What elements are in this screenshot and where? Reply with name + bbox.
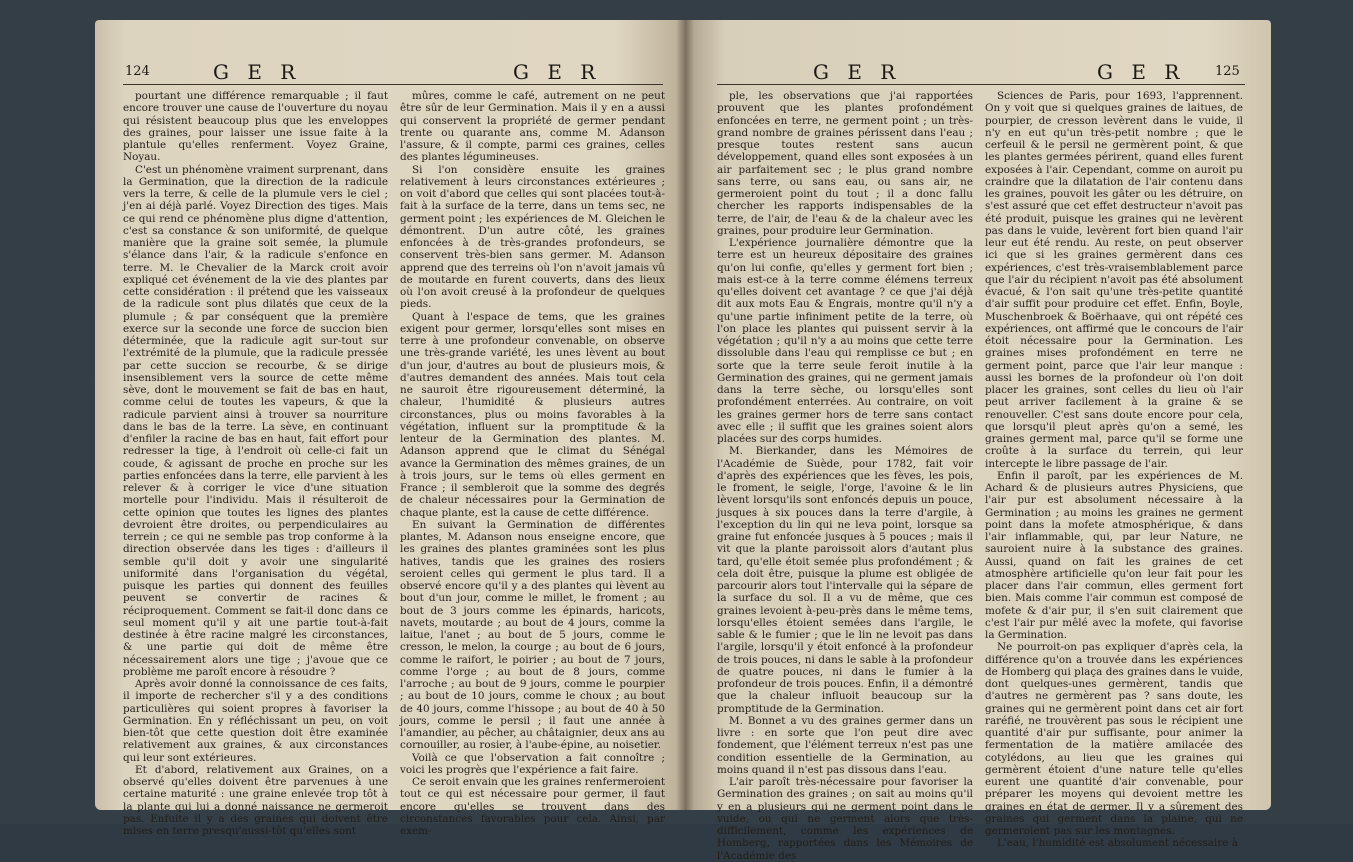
text-column-2 bbox=[400, 90, 665, 837]
right-page bbox=[685, 20, 1271, 862]
paragraph: Et d'abord, relativement aux Graines, on a observé qu'elles doivent être parvenues à une certaine maturité : une graine enlevée trop tôt à la plante qui lui a donné naissance ne germeroit pas. Enfuite il y a des graines qui doivent être mises en terre presqu'aussi-tôt qu'elles sont bbox=[123, 763, 388, 837]
running-head: G E R bbox=[213, 60, 302, 84]
running-head: G E R bbox=[813, 60, 902, 84]
header-rule bbox=[717, 84, 1245, 85]
paragraph: Ne pourroit-on pas expliquer d'après cela, la différence qu'on a trouvée dans les expériences de Homberg qui plaça des graines dans le vuide, dont quelques-unes germèrent, tandis que d'autres ne germèrent pas ? sans doute, les graines qui ne germèrent point dans cet air fort raréfié, ne trouvèrent pas sous le récipient une quantité d'air pur suffisante, pour animer la fermentation de la matière amilacée des cotylédons, au lieu que les graines qui germèrent étoient d'une nature telle qu'elles eurent une quantité d'air convenable, pour préparer les moyens qui devoient mettre les graines en état de germer. Il y a sûrement des graines qui germent dans la plaine, qui ne germeroient pas sur les montagnes. bbox=[985, 641, 1243, 837]
paragraph: L'expérience journalière démontre que la terre est un heureux dépositaire des graines qu'on lui confie, qu'elles y germent fort bien ; mais est-ce à la terre comme élémens terreux qu'elles doivent cet avantage ? ce que j'ai déjà dit aux mots Eau & Engrais, montre qu'il n'y a qu'une partie infiniment petite de la terre, où l'on place les plantes qui puissent servir à la végétation ; qu'il n'y a au moins que cette terre dissoluble dans l'eau qui remplisse ce but ; en sorte que la terre seule feroit inutile à la Germination des graines, qui ne germent jamais dans la terre sèche, ou lorsqu'elles sont profondément enterrées. Au contraire, on voit les graines germer hors de terre sans contact avec elle ; il suffit que les graines soient alors placées sur des corps humides. bbox=[717, 237, 973, 445]
paragraph: M. Bonnet a vu des graines germer dans un livre : en sorte que l'on peut dire avec fondement, que l'élément terreux n'est pas une condition essentielle de la Germination, au moins quand il n'est pas dissous dans l'eau. bbox=[717, 714, 973, 776]
paragraph: Si l'on considère ensuite les graines relativement à leurs circonstances extérieures ; on voit d'abord que celles qui sont placées tout-à-fait à la surface de la terre, dans un tems sec, ne germent point ; les expériences de M. Gleichen le démontrent. D'un autre côté, les graines enfoncées à de très-grandes profondeurs, se conservent très-bien sans germer. M. Adanson apprend que des terreins où l'on n'avoit jamais vû de moutarde en furent couverts, dans des lieux où l'on avoit creusé à la profondeur de quelques pieds. bbox=[400, 163, 665, 311]
paragraph: L'air paroît très-nécessaire pour favoriser la Germination des graines ; on sait au moins qu'il y en a plusieurs qui ne germent point dans le vuide, ou qui ne germent alors que très-difficilement, comme les expériences de Homberg, rapportées dans les Mémoires de l'Académie des bbox=[717, 776, 973, 862]
text-column-1 bbox=[123, 90, 388, 837]
left-page bbox=[95, 20, 685, 837]
page-number: 124 bbox=[125, 64, 150, 79]
running-head: G E R bbox=[513, 60, 602, 84]
header-rule bbox=[123, 84, 663, 85]
page-number: 125 bbox=[1215, 64, 1240, 79]
left-page-header bbox=[95, 60, 685, 86]
paragraph: En suivant la Germination de différentes plantes, M. Adanson nous enseigne encore, que les graines des plantes graminées sont les plus hatives, tandis que les graines des rosiers seroient celles qui germent le plus tard. Il a observé encore qu'il y a des plantes qui lèvent au bout d'un jour, comme le millet, le froment ; au bout de 3 jours comme les épinards, haricots, navets, moutarde ; au bout de 4 jours, comme la laitue, l'anet ; au bout de 5 jours, comme le cresson, le melon, la courge ; au bout de 6 jours, comme le raifort, le poirier ; au bout de 7 jours, comme l'orge ; au bout de 8 jours, comme l'arroche ; au bout de 9 jours, comme le pourpier ; au bout de 10 jours, comme le choux ; au bout de 40 jours, comme l'hissope ; au bout de 40 à 50 jours, comme le persil ; il faut une année à l'amandier, au pêcher, au châtaignier, deux ans au cornouiller, au rosier, à l'aube-épine, au noisetier. bbox=[400, 518, 665, 752]
book-gutter bbox=[676, 20, 694, 810]
paragraph: Quant à l'espace de tems, que les graines exigent pour germer, lorsqu'elles sont mises en terre à une profondeur convenable, on observe une très-grande variété, les unes lèvent au bout d'un jour, d'autres au bout de plusieurs mois, & d'autres demandent des années. Mais tout cela ne sauroit être rigoureusement déterminé, la chaleur, l'humidité & plusieurs autres circonstances, plus ou moins favorables à la végétation, influent sur la promptitude & la lenteur de la Germination des plantes. M. Adanson apprend que le climat du Sénégal avance la Germination des mêmes graines, de un à trois jours, sur le tems où elles germent en France ; il sembleroit que la somme des degrés de chaleur nécessaires pour la Germination de chaque plante, est la cause de cette différence. bbox=[400, 310, 665, 519]
paragraph: mûres, comme le café, autrement on ne peut être sûr de leur Germination. Mais il y en a aussi qui conservent la propriété de germer pendant trente ou quarante ans, comme M. Adanson l'assure, & il compte, parmi ces graines, celles des plantes légumineuses. bbox=[400, 90, 665, 164]
text-column-2 bbox=[985, 90, 1243, 850]
paragraph: pourtant une différence remarquable ; il faut encore trouver une cause de l'ouverture du noyau qui résistent beaucoup plus que les enveloppes des graines, pour laisser une issue faite à la plantule qu'elles renferment. Voyez Graine, Noyau. bbox=[123, 90, 388, 164]
paragraph: C'est un phénomène vraiment surprenant, dans la Germination, que la direction de la radicule vers la terre, & celle de la plumule vers le ciel ; j'en ai déjà parlé. Voyez Direction des tiges. Mais ce qui rend ce phénomène plus digne d'attention, c'est sa constance & son uniformité, de quelque manière que la graine soit semée, la plumule s'élance dans l'air, & la radicule s'enfonce en terre. M. le Chevalier de la Marck croit avoir expliqué cet événement de la vie des plantes par cette considération : il prétend que les vaisseaux de la radicule sont plus dilatés que ceux de la plumule ; & par conséquent que la première exerce sur la seconde une force de succion bien déterminée, que la radicule agit sur-tout sur l'extrémité de la plumule, que la radicule pressée par cette succion se recourbe, & se dirige insensiblement vers la source de cette même sève, dont le mouvement se fait de bas en haut, comme celui de toutes les vapeurs, & que la radicule parvient ainsi à trouver sa nourriture dans le bas de la terre. La sève, en continuant d'enfiler la racine de bas en haut, fait effort pour redresser la tige, à l'endroit où celle-ci fait un coude, & agissant de proche en proche sur les parties enfoncées dans la terre, elle parvient à les relever & à corriger le vice d'une situation mortelle pour l'individu. Mais il résulteroit de cette opinion que toutes les lignes des plantes devroient être droites, ou perpendiculaires au terrein ; ce qui ne semble pas trop conforme à la direction observée dans les tiges : d'ailleurs il semble qu'il doit y avoir une singularité uniformité dans l'organisation du végétal, puisque les parties qui donnent des feuilles peuvent se convertir de racines & réciproquement. Comment se fait-il donc dans ce seul moment qu'il y ait une partie tout-à-fait destinée à être racine malgré les circonstances, & une partie qui doit de même être nécessairement alors une tige ; j'avoue que ce problème me paroît encore à résoudre ? bbox=[123, 163, 388, 678]
paragraph: L'eau, l'humidité est absolument nécessaire à bbox=[997, 837, 1238, 850]
right-page-header bbox=[685, 60, 1271, 86]
paragraph: ple, les observations que j'ai rapportées prouvent que les plantes profondément enfoncées en terre, ne germent point ; un très-grand nombre de graines périssent dans l'eau ; presque toutes restent sans aucun développement, quand elles sont exposées à un air parfaitement sec ; le plus grand nombre sans terre, ou sans eau, ou sans air, ne germeroient point du tout ; il a donc fallu chercher les rapports indispensables de la terre, de l'air, de l'eau & de la chaleur avec les graines, pour produire leur Germination. bbox=[717, 90, 973, 237]
paragraph: M. Bierkander, dans les Mémoires de l'Académie de Suède, pour 1782, fait voir d'après des expériences que les fèves, les pois, le froment, le seigle, l'orge, l'avoine & le lin lèvent lorsqu'ils sont enfoncés depuis un pouce, jusques à six pouces dans la terre d'argile, à l'exception du lin qui ne leva point, lorsque sa graine fut enfoncée jusques à 5 pouces ; mais il vit que la plante paroissoit alors d'autant plus tard, qu'elle étoit semée plus profondément ; & cela doit être, puisque la plume est obligée de parcourir alors tout l'intervalle qui la sépare de la surface du sol. Il a vu de même, que ces graines levoient à-peu-près dans le même tems, lorsqu'elles étoient semées dans l'argile, le sable & le fumier ; que le lin ne levoit pas dans l'argile, lorsqu'il y étoit enfoncé à la profondeur de trois pouces, ni dans le sable à la profondeur de quatre pouces, ni dans le fumier à la profondeur de trois pouces. Enfin, il a démontré que la chaleur influoit beaucoup sur la promptitude de la Germination. bbox=[717, 445, 973, 715]
paragraph: Ce seroit envain que les graines renfermeroient tout ce qui est nécessaire pour germer, il faut encore qu'elles se trouvent dans des circonstances favorables pour cela. Ainsi, par exem- bbox=[400, 776, 665, 837]
paragraph: Sciences de Paris, pour 1693, l'apprennent. On y voit que si quelques graines de laitues, de pourpier, de cresson levèrent dans le vuide, il n'y en eut qu'un très-petit nombre ; que le cerfeuil & le persil ne germèrent point, & que les plantes germées périrent, quand elles furent exposées à l'air. Cependant, comme on auroit pu craindre que la dilatation de l'air contenu dans les graines, pouvoit les gâter ou les détruire, on s'est assuré que cet effet destructeur n'avoit pas été produit, puisque les graines qui ne levèrent pas dans le vuide, levèrent fort bien quand l'air leur eut été rendu. Au reste, on peut observer ici que si les graines germèrent dans ces expériences, c'est très-vraisemblablement parce que l'air du récipient n'avoit pas été absolument évacué, & l'on sait qu'une très-petite quantité d'air suffit pour produire cet effet. Enfin, Boyle, Muschenbroek & Boërhaave, qui ont répété ces expériences, ont affirmé que le concours de l'air étoit nécessaire pour la Germination. Les graines mises profondément en terre ne germent point, parce que l'air leur manque : aussi les bornes de la profondeur où l'on doit placer les graines, sont celles du lieu où l'air peut arriver facilement à la graine & se renouveller. C'est sans doute encore pour cela, que lorsqu'il pleut après qu'on a semé, les graines germent mal, parce qu'il se forme une croûte à la surface du terrein, qui leur intercepte le libre passage de l'air. bbox=[985, 90, 1243, 470]
text-column-1 bbox=[717, 90, 973, 862]
paragraph: Voilà ce que l'observation a fait connoître ; voici les progrès que l'expérience a fait faire. bbox=[400, 751, 665, 776]
paragraph: Après avoir donné la connoissance de ces faits, il importe de rechercher s'il y a des conditions particulières qui soient propres à favoriser la Germination. En y réfléchissant un peu, on voit bien-tôt que cette question doit être examinée relativement aux graines, & aux circonstances qui leur sont extérieures. bbox=[123, 678, 388, 764]
running-head: G E R bbox=[1097, 60, 1186, 84]
paragraph: Enfin il paroît, par les expériences de M. Achard & de plusieurs autres Physiciens, que l'air pur est absolument nécessaire à la Germination ; au moins les graines ne germent point dans la mofete atmosphérique, & dans l'air inflammable, qui, par leur Nature, ne sauroient nuire à la substance des graines. Aussi, quand on fait les graines de cet atmosphère artificielle qu'on leur fait pour les placer dans l'air commun, elles germent fort bien. Mais comme l'air commun est composé de mofete & d'air pur, il s'en suit clairement que c'est l'air pur mêlé avec la mofete, qui favorise la Germination. bbox=[985, 469, 1243, 641]
